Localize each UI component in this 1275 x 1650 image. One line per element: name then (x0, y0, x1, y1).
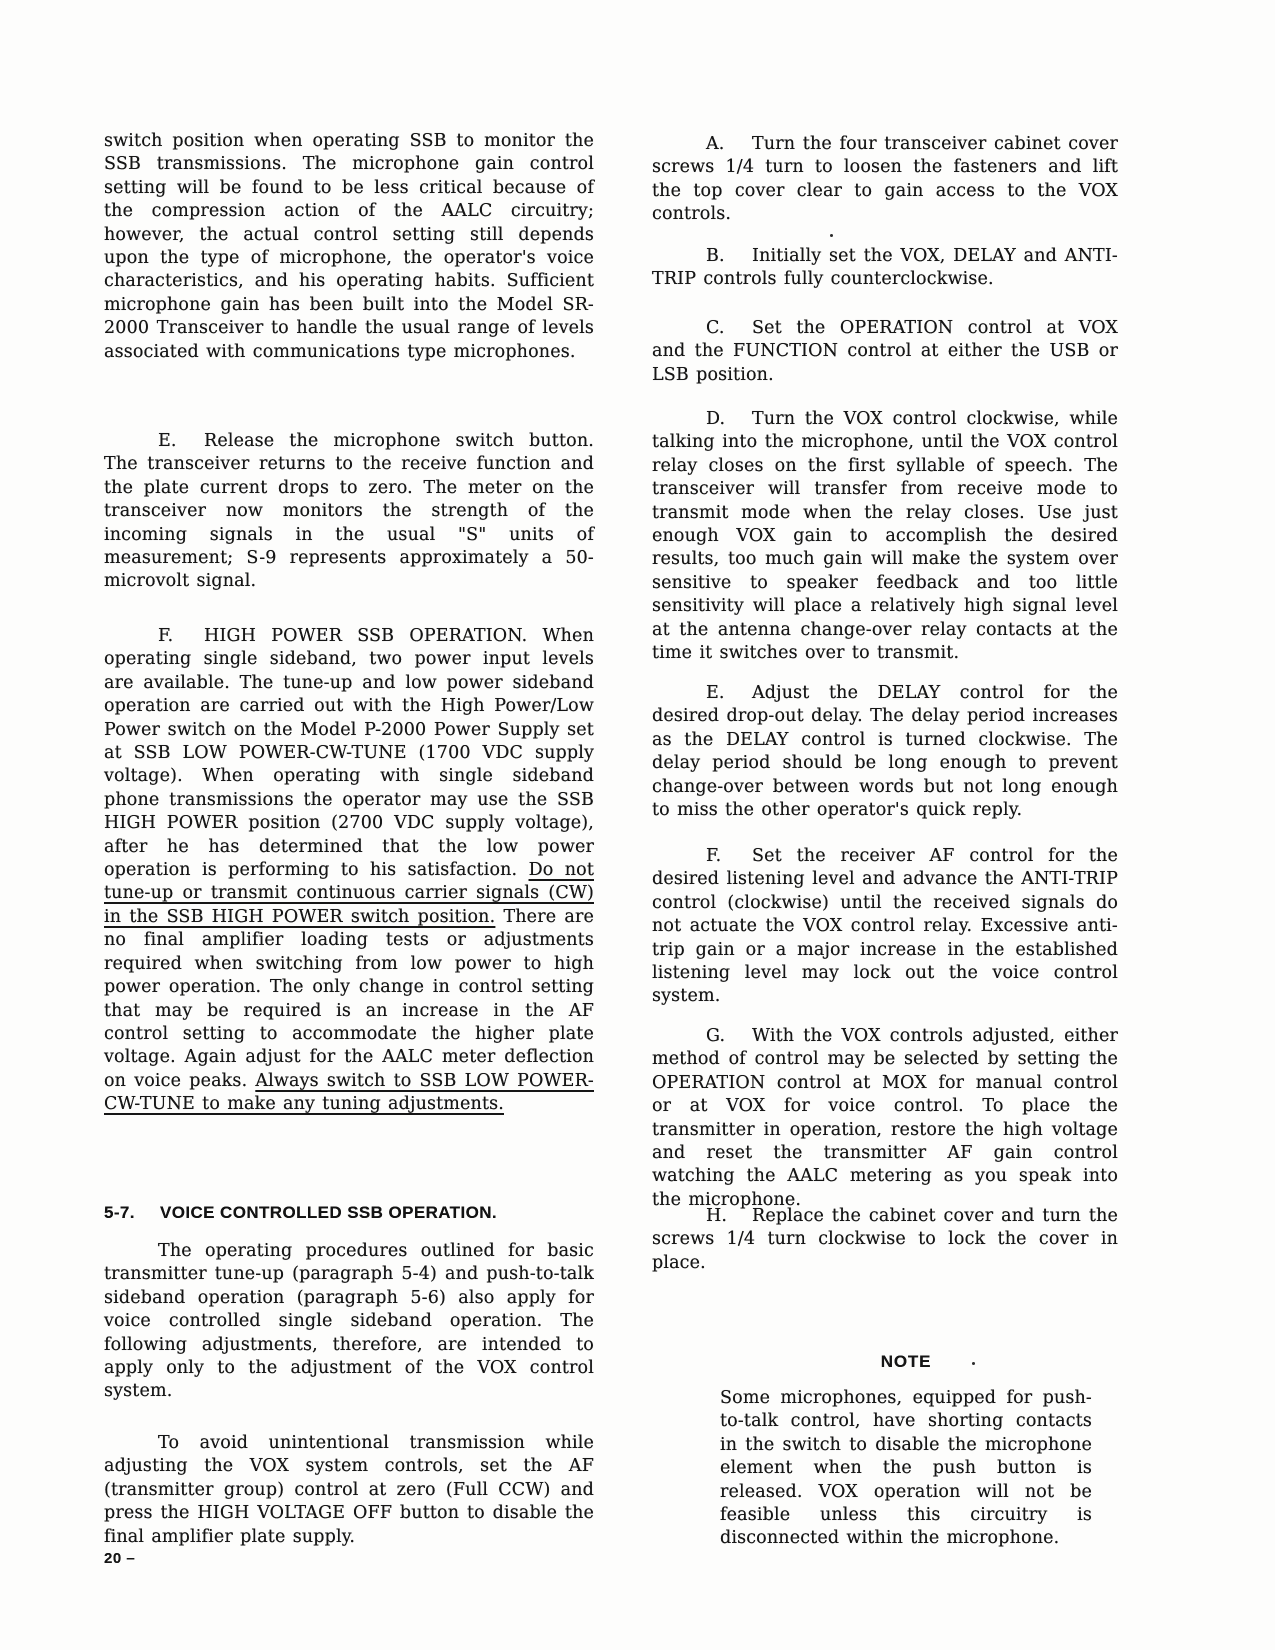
paragraph-step-e (104, 430, 594, 594)
paragraph-step-f (104, 625, 594, 1117)
paragraph-step-h (652, 1205, 1118, 1275)
step-text: Initially set the VOX, DELAY and ANTI-TRIP controls fully counterclockwise. (652, 246, 1118, 290)
step-letter: E. (706, 683, 725, 703)
step-text: Release the microphone switch button. The transceiver returns to the receive function and the plate current drops to zero. The meter on the transceiver now monitors the strength of the incoming signals in the usual "S" units of measurement; S-9 represents approximately a 50-microvolt signal. (104, 431, 594, 592)
step-text: HIGH POWER SSB OPERATION. When operating single sideband, two power input levels are available. The tune-up and low power sideband operation are carried out with the High Power/Low Power switch on the Model P-2000 Power Supply set at SSB LOW POWER-CW-TUNE (1700 VDC supply voltage). When operating with single sideband phone transmissions the operator may use the SSB HIGH POWER position (2700 VDC supply voltage), after he has determined that the low power operation is performing to his satisfaction. (104, 626, 594, 881)
section-number: 5-7. (104, 1203, 135, 1222)
paragraph-step-c (652, 317, 1118, 387)
right-column (652, 0, 1118, 1650)
step-letter: F. (706, 846, 722, 866)
step-text: Set the OPERATION control at VOX and the FUNCTION control at either the USB or LSB position. (652, 318, 1118, 385)
paragraph-step-a (652, 133, 1118, 227)
step-letter: D. (706, 409, 726, 429)
paragraph-step-g (652, 1025, 1118, 1212)
paragraph-avoid-transmission: To avoid unintentional transmission while adjusting the VOX system controls, set the AF (transmitter group) control at zero (Full CCW) and press the HIGH VOLTAGE OFF button to disable the final amplifier plate supply. (104, 1433, 594, 1547)
note-text: Some microphones, equipped for push-to-talk control, have shorting contacts in the switch to disable the microphone element when the push button is released. VOX operation will not be feasible unless this circuitry is disconnected within the microphone. (720, 1388, 1092, 1549)
paragraph-step-b (652, 245, 1118, 292)
step-letter: C. (706, 318, 725, 338)
step-letter: G. (706, 1026, 726, 1046)
paragraph-step-d (652, 408, 1118, 665)
step-text: With the VOX controls adjusted, either method of control may be selected by setting the OPERATION control at MOX for manual control or at VOX for voice control. To place the transmitter in operation, restore the high voltage and reset the transmitter AF gain control watching the AALC metering as you speak into the microphone. (652, 1026, 1118, 1210)
scan-speck (830, 234, 833, 237)
step-text: Adjust the DELAY control for the desired drop-out delay. The delay period increases as the DELAY control is turned clockwise. The delay period should be long enough to prevent change-over between words but not long enough to miss the other operator's quick reply. (652, 683, 1118, 821)
step-letter: E. (158, 431, 177, 451)
section-heading (104, 1203, 594, 1223)
paragraph-continuation: switch position when operating SSB to monitor the SSB transmissions. The microphone gain control setting will be found to be less critical because of the compression action of the AALC circuitry; however, the actual control setting still depends upon the type of microphone, the operator's voice characteristics, and his operating habits. Sufficient microphone gain has been built into the Model SR-2000 Transceiver to handle the usual range of levels associated with communications type microphones. (104, 131, 594, 362)
left-column (104, 0, 594, 1650)
step-letter: A. (706, 134, 725, 154)
step-text: Replace the cabinet cover and turn the screws 1/4 turn clockwise to lock the cover in place. (652, 1206, 1118, 1273)
underlined-warning: Do not tune-up or transmit continuous carrier signals (CW) in the SSB HIGH POWER switch position. (104, 860, 594, 927)
step-letter: B. (706, 246, 725, 266)
section-title: VOICE CONTROLLED SSB OPERATION. (160, 1203, 497, 1222)
scan-speck (972, 1362, 975, 1365)
step-text: Turn the four transceiver cabinet cover screws 1/4 turn to loosen the fasteners and lift the top cover clear to gain access to the VOX controls. (652, 134, 1118, 225)
step-text: Turn the VOX control clockwise, while talking into the microphone, until the VOX control relay closes on the first syllable of speech. The transceiver will transfer from receive mode to transmit mode when the relay closes. Use just enough VOX gain to accomplish the desired results, too much gain will make the system over sensitive to speaker feedback and too little sensitivity will place a relatively high signal level at the antenna change-over relay contacts at the time it switches over to transmit. (652, 409, 1118, 664)
underlined-instruction: Always switch to SSB LOW POWER-CW-TUNE to make any tuning adjustments. (104, 1070, 594, 1115)
step-letter: H. (706, 1206, 728, 1226)
paragraph-step-f2 (652, 845, 1118, 1009)
step-text: There are no final amplifier loading tests or adjustments required when switching from low power to high power operation. The only change in control setting that may be required is an increase in the AF control setting to accommodate the higher plate voltage. Again adjust for the AALC meter deflection on voice peaks. (104, 906, 594, 1091)
paragraph-step-e2 (652, 682, 1118, 822)
step-text: Set the receiver AF control for the desired listening level and advance the ANTI-TRIP control (clockwise) until the received signals do not actuate the VOX control relay. Excessive anti-trip gain or a major increase in the established listening level may lock out the voice control system. (652, 846, 1118, 1007)
paragraph-intro: The operating procedures outlined for basic transmitter tune-up (paragraph 5-4) and push-to-talk sideband operation (paragraph 5-6) also apply for voice controlled single sideband operation. The following adjustments, therefore, are intended to apply only to the adjustment of the VOX control system. (104, 1241, 594, 1402)
note-heading: NOTE (880, 1352, 932, 1371)
page-number: 20 – (104, 1550, 136, 1567)
step-letter: F. (158, 626, 174, 646)
